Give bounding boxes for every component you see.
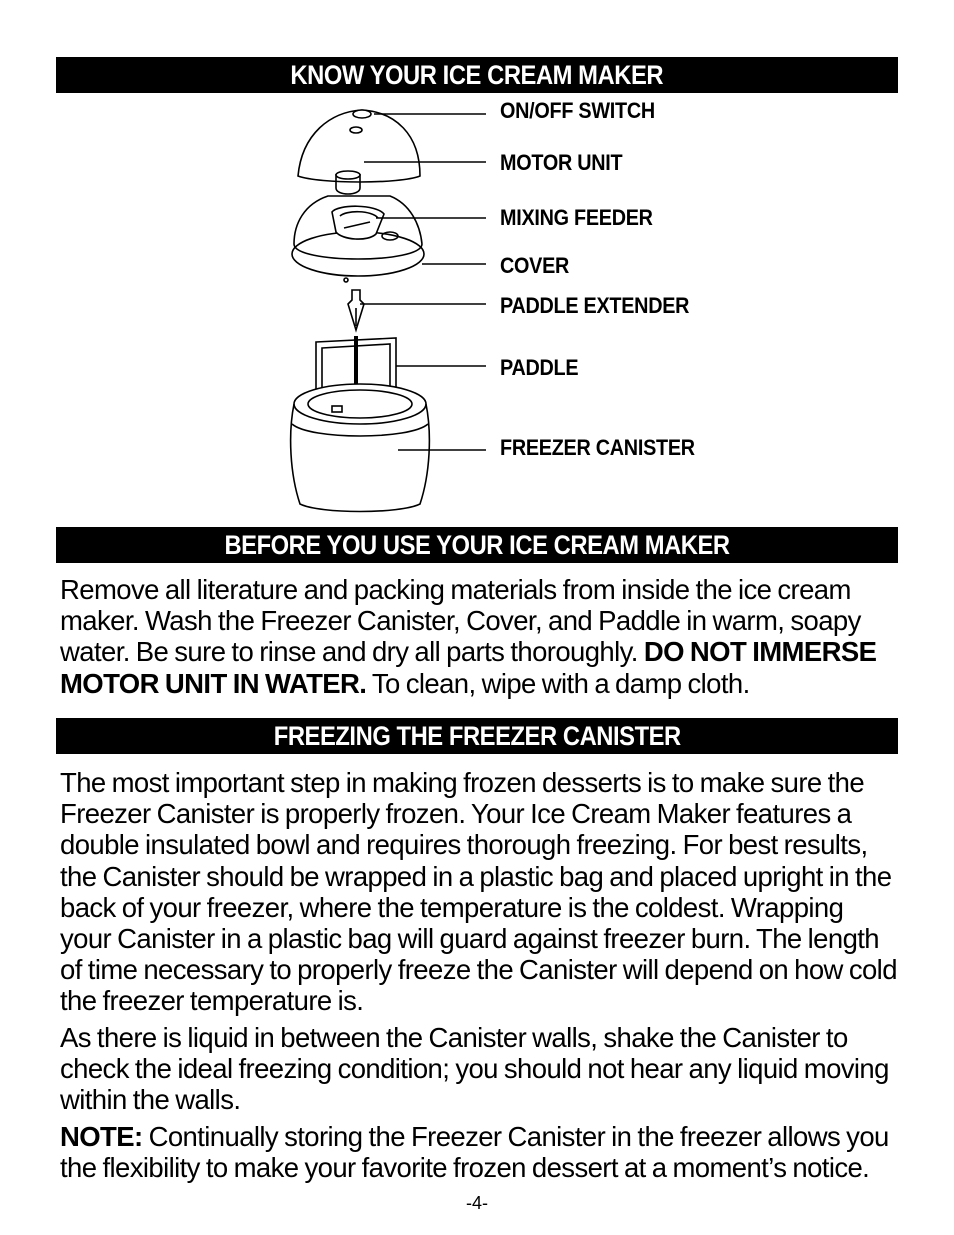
- section-header-before: [56, 527, 898, 563]
- warning-text: DO NOT IMMERSE MOTOR UNIT IN WATER.: [60, 636, 877, 699]
- label-paddle-extender: PADDLE EXTENDER: [500, 293, 690, 318]
- cover-drawing: [292, 196, 424, 282]
- note-label: NOTE:: [60, 1121, 143, 1152]
- label-cover: COVER: [500, 253, 570, 278]
- label-mixing-feeder: MIXING FEEDER: [500, 205, 653, 230]
- motor-unit-drawing: [298, 110, 420, 194]
- note-paragraph: NOTE: Continually storing the Freezer Canister in the freezer allows you the flexibility to make your favorite frozen dessert at a moment’s notice.: [60, 1121, 889, 1184]
- page-number: -4-: [466, 1193, 488, 1213]
- freezer-canister-drawing: [291, 384, 430, 512]
- freezing-paragraph-2: As there is liquid in between the Canister walls, shake the Canister to check the ideal freezing condition; you should not hear any liquid moving within the walls.: [60, 1022, 889, 1116]
- label-paddle: PADDLE: [500, 355, 579, 380]
- section-header-freezing: [56, 718, 898, 754]
- freezing-paragraph-1: The most important step in making frozen desserts is to make sure the Freezer Canister is properly frozen. Your Ice Cream Maker features a double insulated bowl and requires thorough freezing. For best results, the Canister should be wrapped in a plastic bag and placed upright in the back of your freezer, where the temperature is the coldest. Wrapping your Canister in a plastic bag will guard against freezer burn. The length of time necessary to properly freeze the Canister will depend on how cold the freezer temperature is.: [60, 767, 897, 1017]
- label-on-off-switch: ON/OFF SWITCH: [500, 98, 655, 123]
- paddle-extender-drawing: [348, 290, 364, 330]
- section-header-know: [56, 57, 898, 93]
- label-motor-unit: MOTOR UNIT: [500, 150, 623, 175]
- label-freezer-canister: FREEZER CANISTER: [500, 435, 695, 460]
- section-title-know: KNOW YOUR ICE CREAM MAKER: [290, 60, 664, 90]
- section-title-before: BEFORE YOU USE YOUR ICE CREAM MAKER: [224, 530, 730, 560]
- before-use-paragraph: Remove all literature and packing materials from inside the ice cream maker. Wash the Freezer Canister, Cover, and Paddle in warm, soapy water. Be sure to rinse and dry all parts thoroughly. DO NOT IMMERSE MOTOR UNIT IN WATER. To clean, wipe with a damp cloth.: [60, 574, 877, 699]
- section-title-freezing: FREEZING THE FREEZER CANISTER: [273, 721, 681, 751]
